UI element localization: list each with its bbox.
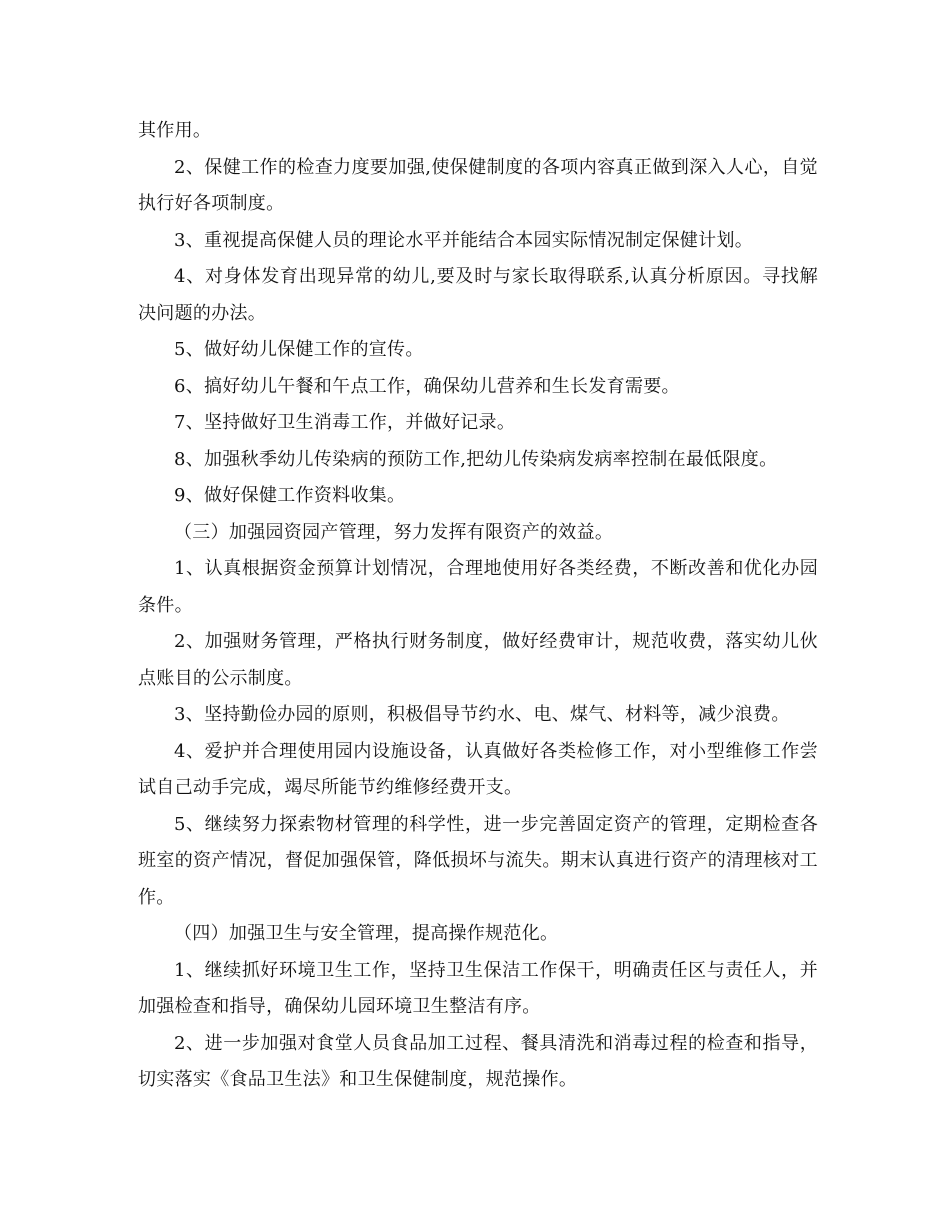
list-item: 5、做好幼儿保健工作的宣传。: [174, 339, 424, 360]
section-heading: （四）加强卫生与安全管理，提高操作规范化。: [174, 923, 559, 944]
list-item: 2、进一步加强对食堂人员食品加工过程、餐具清洗和消毒过程的检查和指导，切实落实《食品卫生法》和卫生保健制度，规范操作。: [138, 1032, 818, 1090]
list-item: 3、坚持勤俭办园的原则，积极倡导节约水、电、煤气、材料等，减少浪费。: [174, 704, 790, 725]
paragraph-continuation: 其作用。: [138, 120, 212, 141]
list-item: 4、爱护并合理使用园内设施设备，认真做好各类检修工作，对小型维修工作尝试自己动手完成，竭尽所能节约维修经费开支。: [138, 740, 818, 798]
list-item: 6、搞好幼儿午餐和午点工作，确保幼儿营养和生长发育需要。: [174, 375, 680, 397]
list-item: 5、继续努力探索物材管理的科学性，进一步完善固定资产的管理，定期检查各班室的资产情况，督促加强保管，降低损坏与流失。期末认真进行资产的清理核对工作。: [138, 813, 818, 908]
list-item: 7、坚持做好卫生消毒工作，并做好记录。: [174, 412, 516, 433]
list-item: 8、加强秋季幼儿传染病的预防工作,把幼儿传染病发病率控制在最低限度。: [174, 448, 778, 470]
section-heading: （三）加强园资园产管理，努力发挥有限资产的效益。: [174, 521, 614, 543]
list-item: 2、保健工作的检查力度要加强,使保健制度的各项内容真正做到深入人心，自觉执行好各项制度。: [138, 156, 818, 214]
list-item: 4、对身体发育出现异常的幼儿,要及时与家长取得联系,认真分析原因。寻找解决问题的办法。: [138, 266, 818, 324]
list-item: 3、重视提高保健人员的理论水平并能结合本园实际情况制定保健计划。: [174, 229, 754, 251]
document-body: [138, 113, 818, 1099]
list-item: 2、加强财务管理，严格执行财务制度，做好经费审计，规范收费，落实幼儿伙点账目的公示制度。: [138, 631, 818, 689]
list-item: 9、做好保健工作资料收集。: [174, 485, 406, 506]
list-item: 1、认真根据资金预算计划情况，合理地使用好各类经费，不断改善和优化办园条件。: [138, 558, 818, 616]
list-item: 1、继续抓好环境卫生工作，坚持卫生保洁工作保干，明确责任区与责任人，并加强检查和指导，确保幼儿园环境卫生整洁有序。: [138, 959, 818, 1017]
